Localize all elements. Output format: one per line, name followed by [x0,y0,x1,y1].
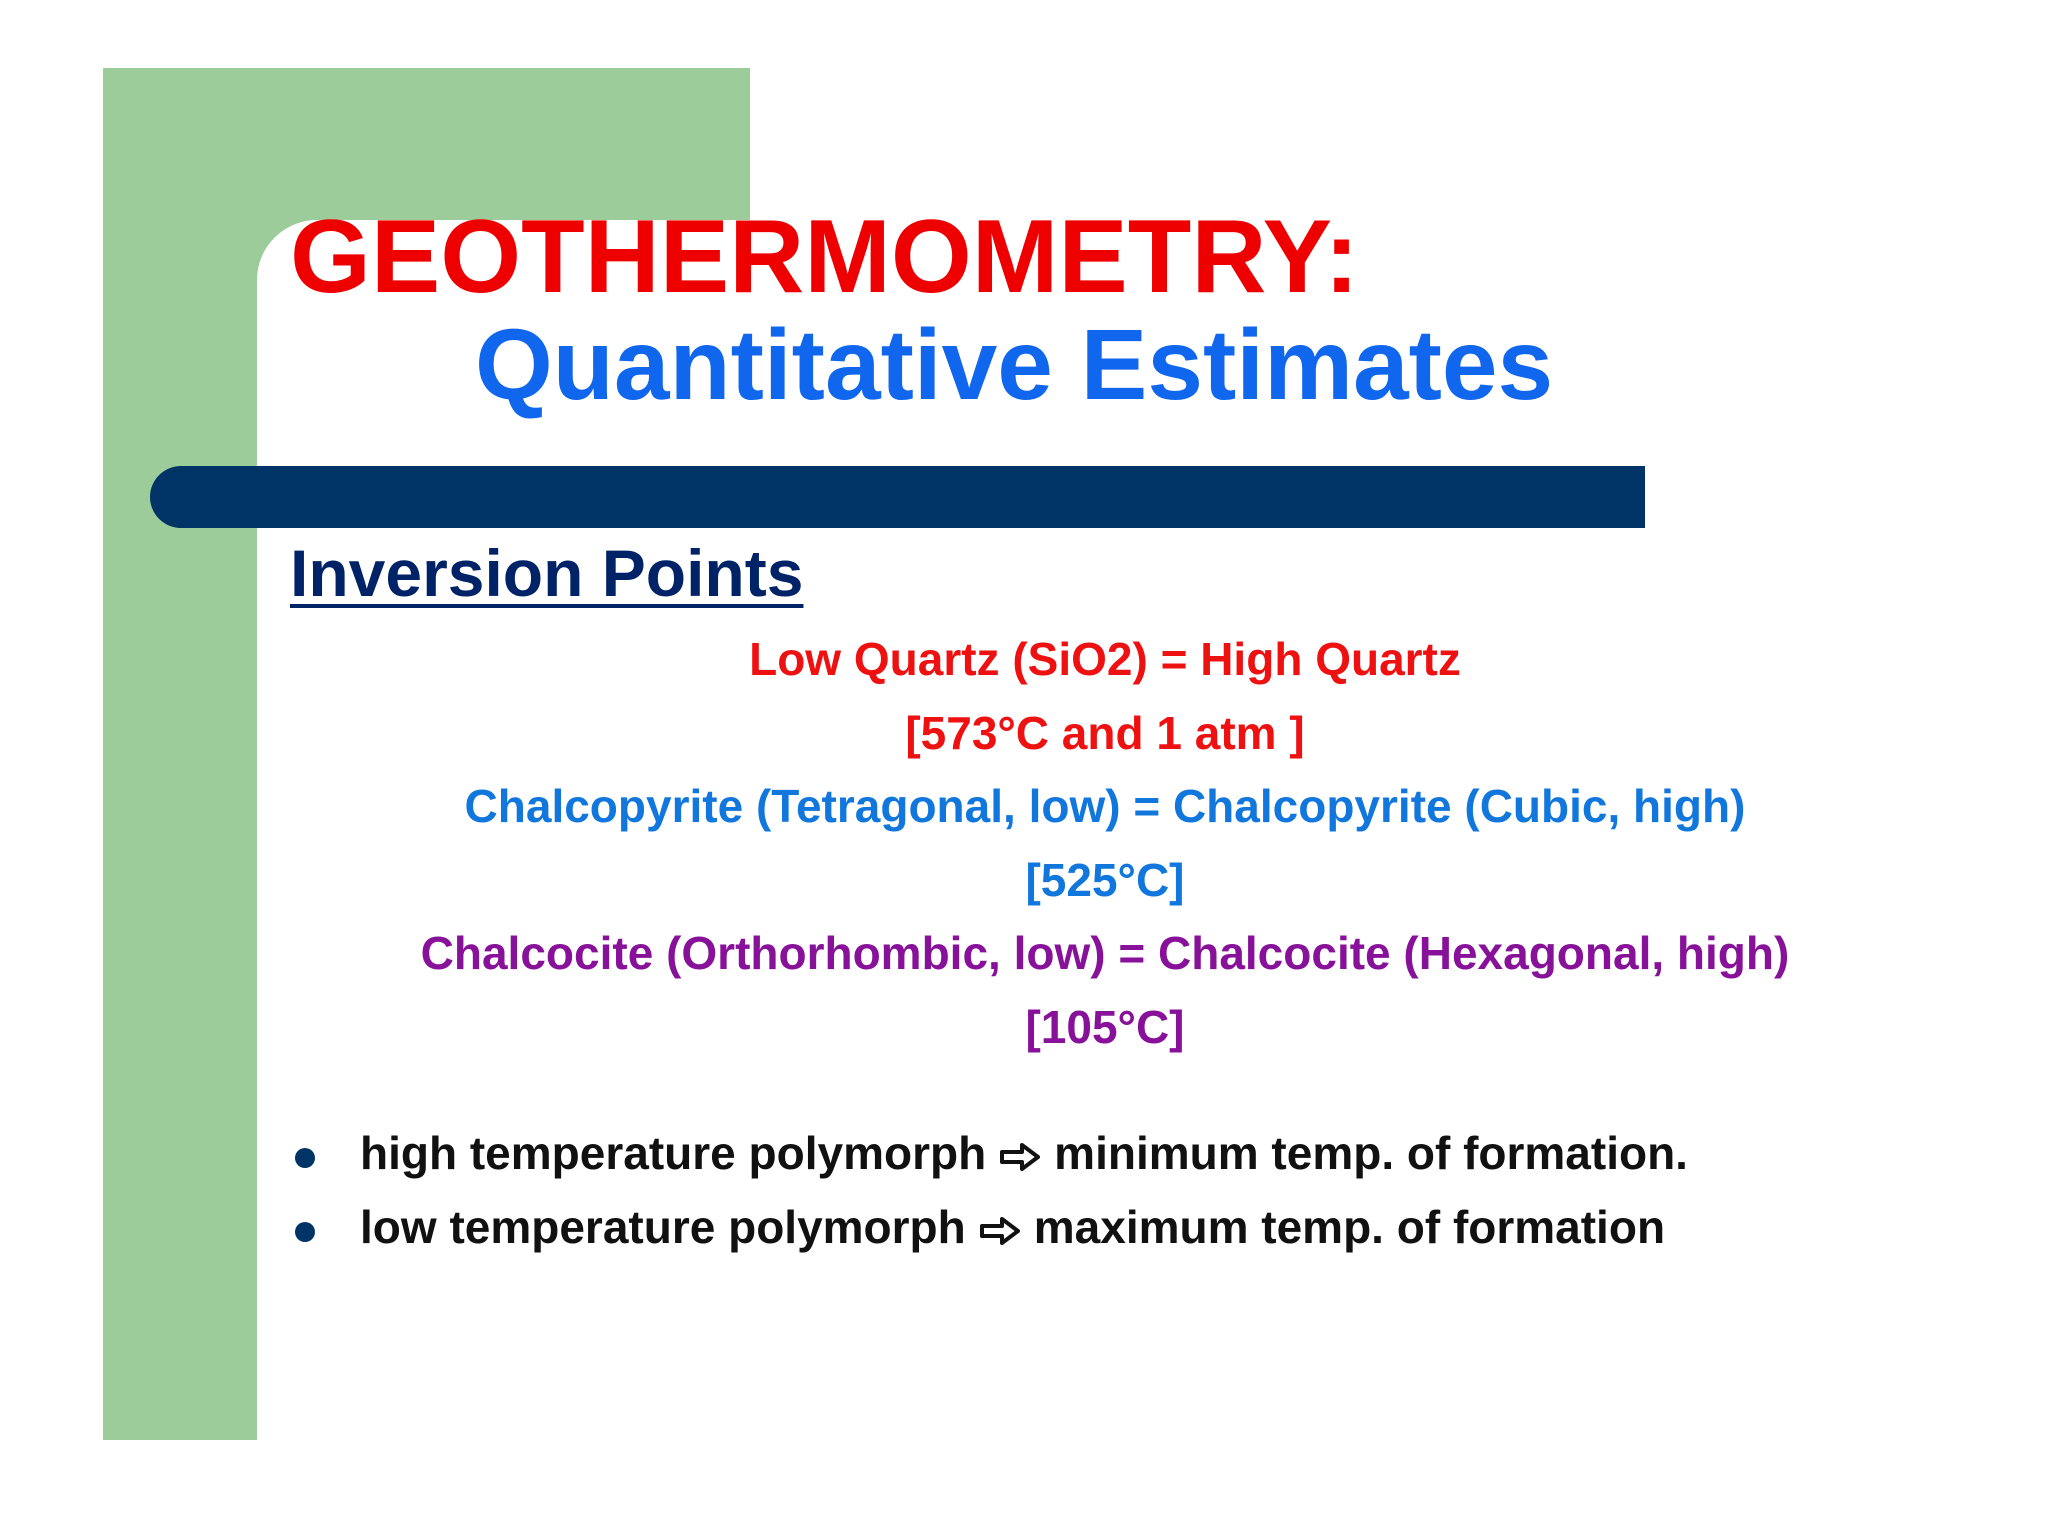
section-heading: Inversion Points [290,536,804,610]
inversion-condition-chalcopyrite: [525°C] [1025,854,1185,906]
bullet-right-text: minimum temp. of formation. [1054,1127,1688,1179]
slide-subtitle: Quantitative Estimates [475,309,1554,421]
bullet-icon [295,1222,315,1242]
slide-title: GEOTHERMOMETRY: [290,199,1359,315]
title-divider-bar [150,466,1645,528]
bullet-right-text: maximum temp. of formation [1033,1201,1666,1253]
inversion-equation-chalcopyrite: Chalcopyrite (Tetragonal, low) = Chalcopyrite (Cubic, high) [464,780,1746,832]
inversion-equation-quartz: Low Quartz (SiO2) = High Quartz [749,633,1461,685]
right-arrow-icon [1000,1141,1040,1173]
bullet-icon [295,1148,315,1168]
inversion-equation-chalcocite: Chalcocite (Orthorhombic, low) = Chalcocite (Hexagonal, high) [420,927,1790,979]
right-arrow-icon [980,1215,1020,1247]
bullet-left-text: high temperature polymorph [360,1127,987,1179]
inversion-condition-chalcocite: [105°C] [1025,1001,1185,1053]
bullet-left-text: low temperature polymorph [360,1201,966,1253]
inversion-condition-quartz: [573°C and 1 atm ] [905,707,1305,759]
